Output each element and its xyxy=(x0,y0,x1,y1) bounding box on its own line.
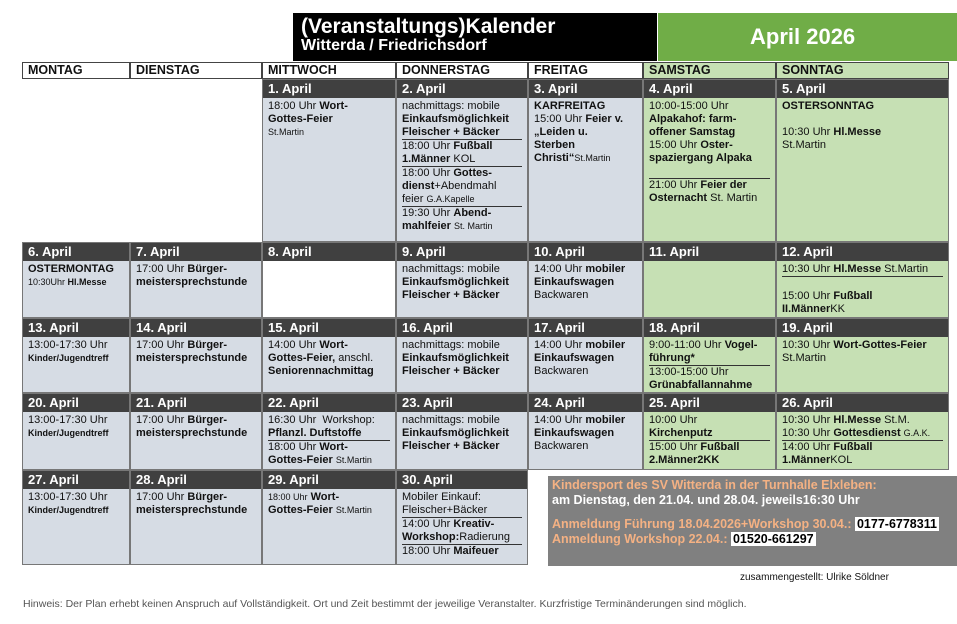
day-events: 17:00 Uhr Bürger- meistersprechstunde xyxy=(136,414,248,439)
day-events: KARFREITAG 15:00 Uhr Feier v. „Leiden u. Sterben Christi“St.Martin xyxy=(534,100,624,164)
day-events: nachmittags: mobile Einkaufsmöglichkeit Fleischer + Bäcker xyxy=(402,414,509,452)
day-events: 10:30 Uhr Hl.Messe St.M. 10:30 Uhr Gottesdienst G.A.K. 14:00 Uhr Fußball 1.MännerKOL xyxy=(777,412,948,469)
day-events: 17:00 Uhr Bürger- meistersprechstunde xyxy=(136,339,248,364)
day-events: 17:00 Uhr Bürger- meistersprechstunde xyxy=(136,491,248,516)
day-cell-25 xyxy=(643,393,776,470)
day-date: 12. April xyxy=(777,243,948,261)
day-date: 10. April xyxy=(529,243,642,261)
day-events: nachmittags: mobile Einkaufsmöglichkeit Fleischer + Bäcker 18:00 Uhr Fußball 1.Männer KOL 18:00 Uhr Gottes- dienst+Abendmahl feier G.A.Kapelle 19:30 Uhr Abend- mahlfeier St. Martin xyxy=(397,98,527,235)
day-date: 15. April xyxy=(263,319,395,337)
info-box xyxy=(548,476,957,566)
day-cell-7 xyxy=(130,242,262,318)
day-date: 4. April xyxy=(644,80,775,98)
info-line1: Kindersport des SV Witterda in der Turnhalle Elxleben: xyxy=(552,478,877,492)
day-date: 2. April xyxy=(397,80,527,98)
day-date: 13. April xyxy=(23,319,129,337)
day-events: 14:00 Uhr mobiler Einkaufswagen Backwaren xyxy=(534,414,626,452)
day-events: OSTERMONTAG 10:30Uhr Hl.Messe xyxy=(28,263,114,287)
day-events: 10:30 Uhr Hl.Messe St.Martin 15:00 Uhr Fußball II.MännerKK xyxy=(777,261,948,318)
registration-2-phone: 01520-661297 xyxy=(732,532,814,546)
day-date: 11. April xyxy=(644,243,775,261)
day-events: 17:00 Uhr Bürger- meistersprechstunde xyxy=(136,263,248,288)
day-cell-5 xyxy=(776,79,949,242)
day-cell-2 xyxy=(396,79,528,242)
day-cell-4 xyxy=(643,79,776,242)
weekday-donnerstag: DONNERSTAG xyxy=(396,62,528,79)
day-events: 14:00 Uhr mobiler Einkaufswagen Backwaren xyxy=(534,339,626,377)
day-cell-30 xyxy=(396,470,528,565)
day-cell-1 xyxy=(262,79,396,242)
registration-1-phone: 0177-6778311 xyxy=(856,517,937,531)
day-cell-22 xyxy=(262,393,396,470)
day-events: 10:30 Uhr Wort-Gottes-Feier St.Martin xyxy=(782,339,927,364)
day-cell-29 xyxy=(262,470,396,565)
day-cell-16 xyxy=(396,318,528,393)
day-cell-11 xyxy=(643,242,776,318)
day-cell-19 xyxy=(776,318,949,393)
month-label: April 2026 xyxy=(658,13,957,61)
registration-1-label: Anmeldung Führung 18.04.2026+Workshop 30.04.: xyxy=(552,517,852,531)
day-date: 8. April xyxy=(263,243,395,261)
day-date: 29. April xyxy=(263,471,395,489)
day-cell-10 xyxy=(528,242,643,318)
info-line2: am Dienstag, den 21.04. und 28.04. jeweils16:30 Uhr xyxy=(552,493,860,507)
day-date: 21. April xyxy=(131,394,261,412)
day-date: 26. April xyxy=(777,394,948,412)
weekday-freitag: FREITAG xyxy=(528,62,643,79)
day-events: 13:00-17:30 Uhr Kinder/Jugendtreff xyxy=(28,414,109,438)
day-cell-17 xyxy=(528,318,643,393)
day-events: 13:00-17:30 Uhr Kinder/Jugendtreff xyxy=(28,491,109,515)
day-date: 3. April xyxy=(529,80,642,98)
weekday-samstag: SAMSTAG xyxy=(643,62,776,79)
day-events: 10:00-15:00 Uhr Alpakahof: farm- offener Samstag 15:00 Uhr Oster- spaziergang Alpaka 21:00 Uhr Feier der Osternacht St. Martin xyxy=(644,98,775,207)
day-events: OSTERSONNTAG 10:30 Uhr Hl.Messe St.Martin xyxy=(782,100,882,151)
day-date: 9. April xyxy=(397,243,527,261)
day-cell-14 xyxy=(130,318,262,393)
day-events: 16:30 Uhr Workshop: Pflanzl. Duftstoffe 18:00 Uhr Wort- Gottes-Feier St.Martin xyxy=(263,412,395,469)
day-date: 7. April xyxy=(131,243,261,261)
disclaimer-note: Hinweis: Der Plan erhebt keinen Anspruch auf Vollständigkeit. Ort und Zeit bestimmt der jeweilige Veranstalter. Kurzfristige Terminänderungen sind möglich. xyxy=(23,598,747,610)
title-line2: Witterda / Friedrichsdorf xyxy=(301,37,487,55)
day-cell-26 xyxy=(776,393,949,470)
day-events: nachmittags: mobile Einkaufsmöglichkeit Fleischer + Bäcker xyxy=(402,263,509,301)
weekday-dienstag: DIENSTAG xyxy=(130,62,262,79)
day-cell-21 xyxy=(130,393,262,470)
weekday-sonntag: SONNTAG xyxy=(776,62,949,79)
day-date: 5. April xyxy=(777,80,948,98)
day-cell-12 xyxy=(776,242,949,318)
day-cell-20 xyxy=(22,393,130,470)
day-date: 24. April xyxy=(529,394,642,412)
day-events: 14:00 Uhr Wort- Gottes-Feier, anschl. Seniorennachmittag xyxy=(268,339,374,377)
day-date: 30. April xyxy=(397,471,527,489)
day-date: 6. April xyxy=(23,243,129,261)
day-date: 16. April xyxy=(397,319,527,337)
registration-2-label: Anmeldung Workshop 22.04.: xyxy=(552,532,728,546)
day-events: 9:00-11:00 Uhr Vogel- führung* 13:00-15:00 Uhr Grünabfallannahme xyxy=(644,337,775,393)
day-events: 10:00 Uhr Kirchenputz 15:00 Uhr Fußball 2.Männer2KK xyxy=(644,412,775,469)
weekday-mittwoch: MITTWOCH xyxy=(262,62,396,79)
day-cell-27 xyxy=(22,470,130,565)
title-line1: (Veranstaltungs)Kalender xyxy=(301,15,556,38)
day-events: 13:00-17:30 Uhr Kinder/Jugendtreff xyxy=(28,339,109,363)
day-events: 18:00 Uhr Wort- Gottes-Feier St.Martin xyxy=(268,100,348,137)
day-cell-9 xyxy=(396,242,528,318)
day-cell-24 xyxy=(528,393,643,470)
day-cell-8 xyxy=(262,242,396,318)
day-cell-15 xyxy=(262,318,396,393)
day-date: 27. April xyxy=(23,471,129,489)
day-events xyxy=(263,261,395,265)
day-date: 28. April xyxy=(131,471,261,489)
day-date: 14. April xyxy=(131,319,261,337)
empty-cell xyxy=(130,79,262,242)
day-events: Mobiler Einkauf: Fleischer+Bäcker 14:00 Uhr Kreativ- Workshop:Radierung 18:00 Uhr Maifeuer xyxy=(397,489,527,560)
day-events: 18:00 Uhr Wort- Gottes-Feier St.Martin xyxy=(268,491,372,516)
calendar-title xyxy=(293,13,657,61)
day-date: 23. April xyxy=(397,394,527,412)
day-events xyxy=(644,261,775,265)
day-events: 14:00 Uhr mobiler Einkaufswagen Backwaren xyxy=(534,263,626,301)
day-cell-6 xyxy=(22,242,130,318)
day-cell-18 xyxy=(643,318,776,393)
day-date: 20. April xyxy=(23,394,129,412)
day-date: 1. April xyxy=(263,80,395,98)
compiled-by: zusammengestellt: Ulrike Söldner xyxy=(740,572,889,583)
weekday-montag: MONTAG xyxy=(22,62,130,79)
day-date: 19. April xyxy=(777,319,948,337)
day-cell-13 xyxy=(22,318,130,393)
day-date: 17. April xyxy=(529,319,642,337)
day-cell-28 xyxy=(130,470,262,565)
day-date: 22. April xyxy=(263,394,395,412)
day-cell-23 xyxy=(396,393,528,470)
day-date: 18. April xyxy=(644,319,775,337)
day-events: nachmittags: mobile Einkaufsmöglichkeit Fleischer + Bäcker xyxy=(402,339,509,377)
day-cell-3 xyxy=(528,79,643,242)
empty-cell xyxy=(22,79,130,242)
day-date: 25. April xyxy=(644,394,775,412)
